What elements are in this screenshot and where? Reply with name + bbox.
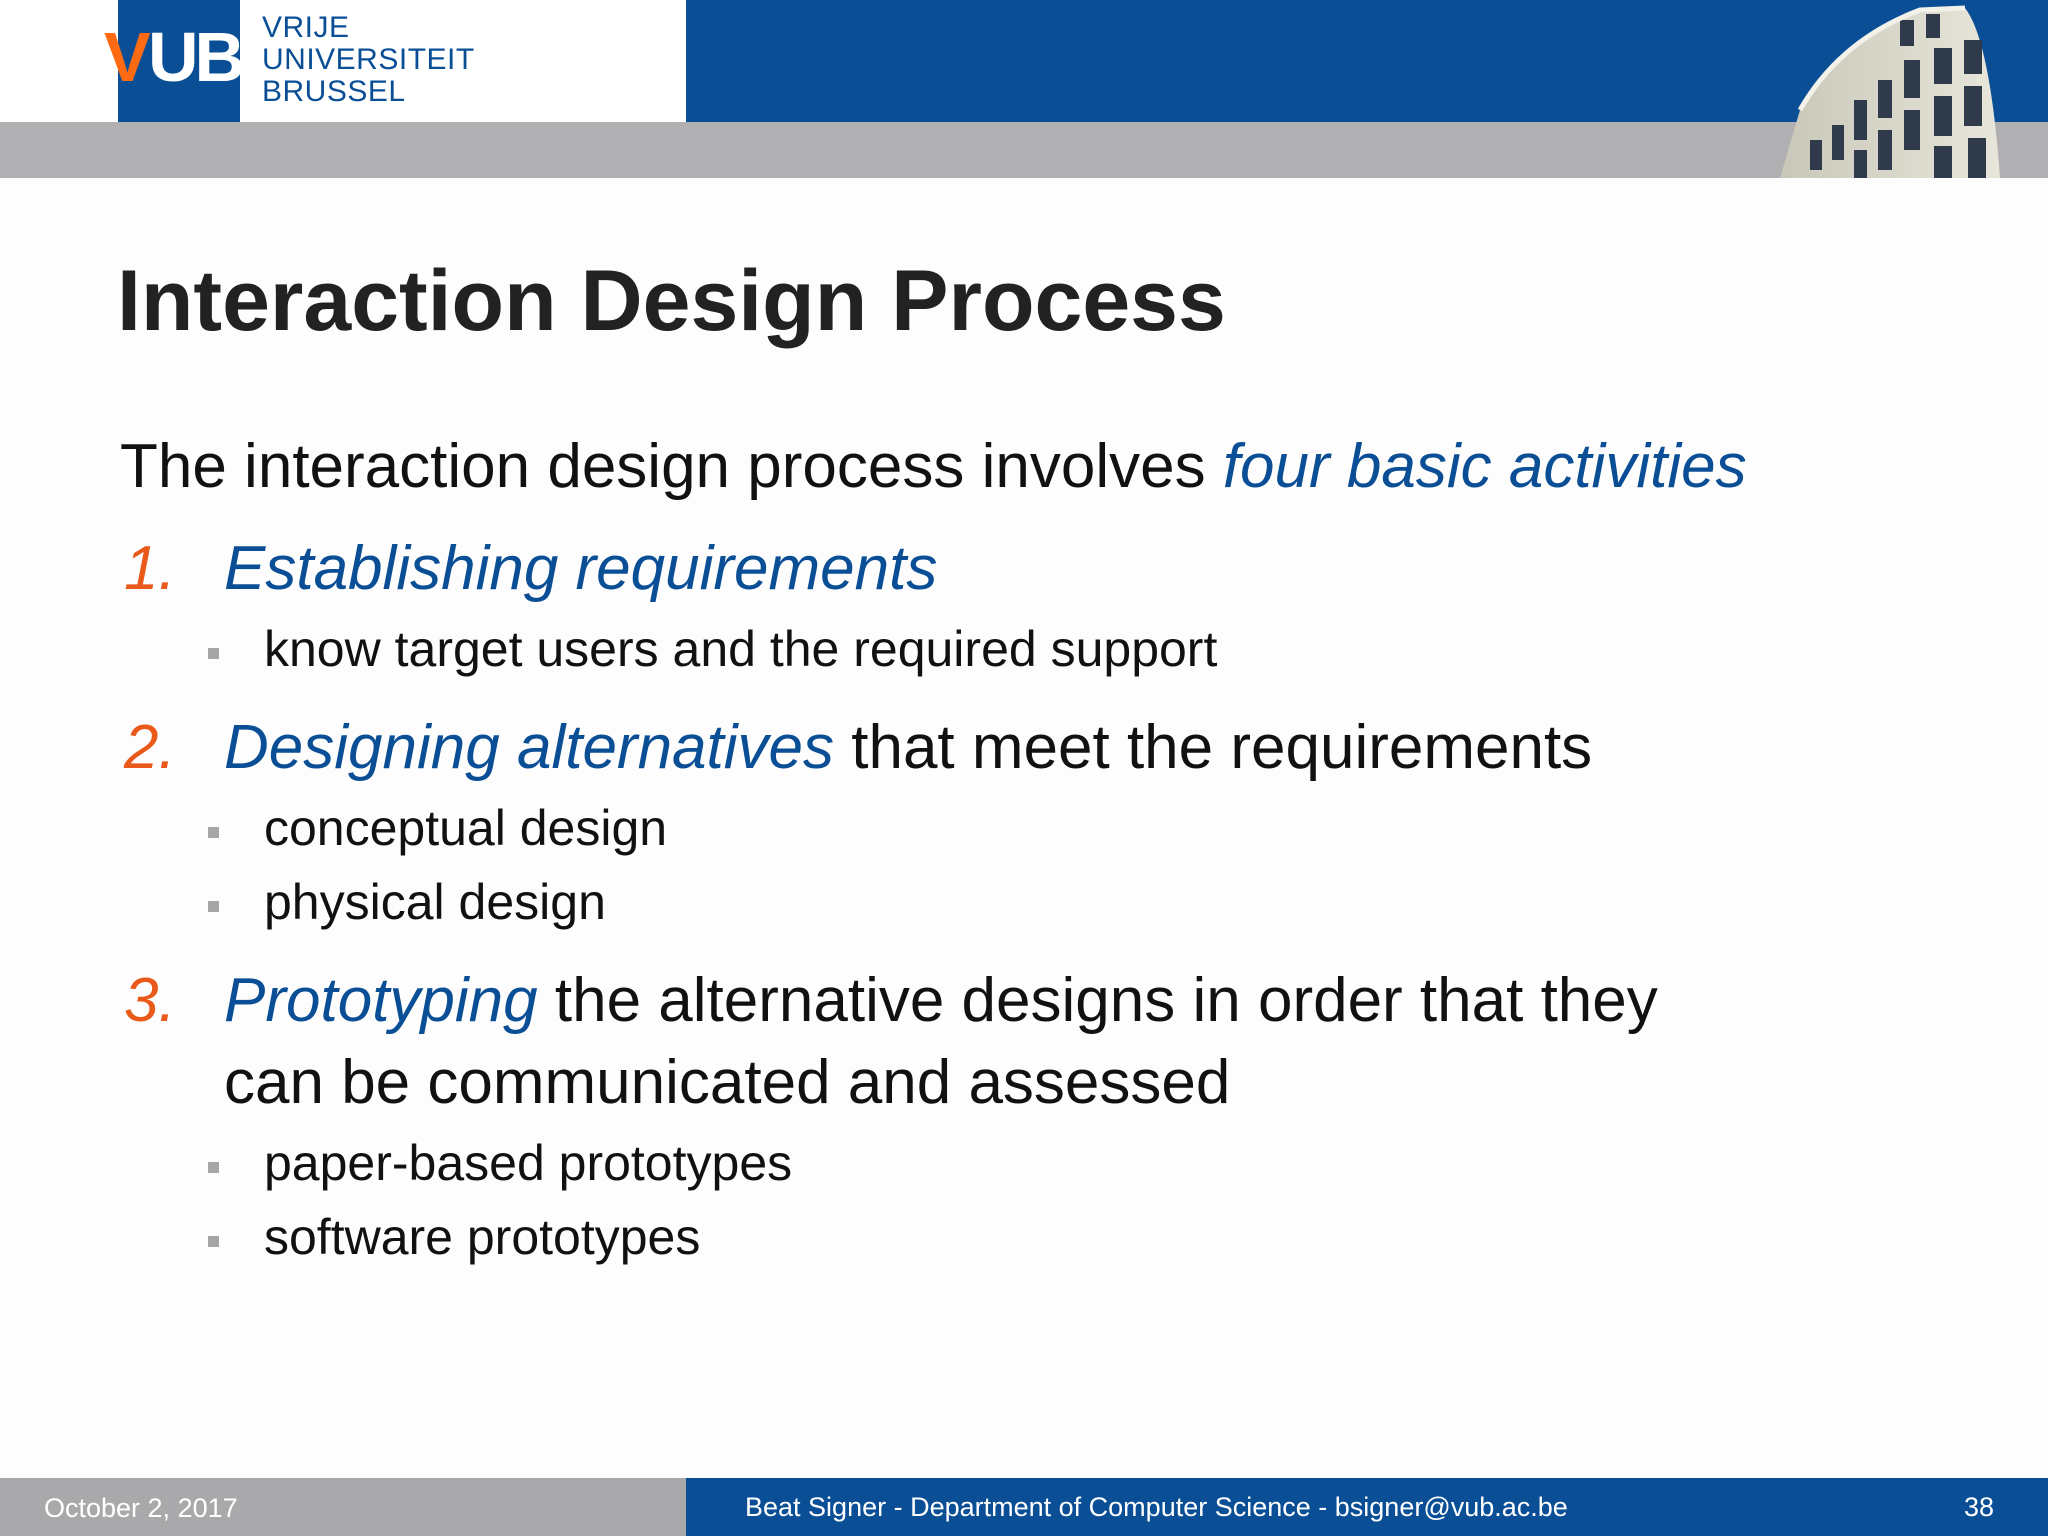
square-bullet-icon — [208, 827, 219, 838]
item-emphasis: Establishing requirements — [224, 534, 938, 603]
logo-mark-v: V — [104, 18, 147, 96]
item-rest: that meet the requirements — [834, 713, 1593, 782]
square-bullet-icon — [208, 648, 219, 659]
square-bullet-icon — [208, 901, 219, 912]
square-bullet-icon — [208, 1162, 219, 1173]
item-number: 1. — [124, 534, 176, 603]
building-photo-icon — [1740, 0, 2030, 178]
university-name-line: UNIVERSITEIT — [262, 43, 475, 76]
sub-item-text: physical design — [264, 874, 606, 930]
sub-item-text: know target users and the required support — [264, 621, 1218, 677]
item-emphasis: Prototyping — [224, 966, 538, 1035]
page-number: 38 — [1964, 1492, 1995, 1522]
item-text — [224, 966, 1658, 1035]
university-name-line: BRUSSEL — [262, 75, 406, 108]
square-bullet-icon — [208, 1236, 219, 1247]
university-name — [262, 12, 475, 108]
item-number: 2. — [124, 713, 176, 782]
university-name-line: VRIJE — [262, 11, 350, 44]
item-text — [224, 534, 938, 603]
item-emphasis: Designing alternatives — [224, 713, 835, 782]
intro-text — [120, 432, 1747, 501]
item-number: 3. — [124, 966, 176, 1035]
slide-title: Interaction Design Process — [117, 253, 1226, 349]
sub-item-text: software prototypes — [264, 1209, 701, 1265]
item-text-line2: can be communicated and assessed — [224, 1048, 1231, 1117]
logo-mark-ub: UB — [148, 18, 242, 96]
item-text — [224, 713, 1593, 782]
sub-item-text: paper-based prototypes — [264, 1135, 793, 1191]
item-rest: the alternative designs in order that they — [537, 966, 1658, 1035]
intro-plain: The interaction design process involves — [120, 432, 1223, 501]
footer-author: Beat Signer - Department of Computer Science - bsigner@vub.ac.be — [745, 1492, 1568, 1522]
footer-date: October 2, 2017 — [44, 1493, 238, 1523]
intro-emphasis: four basic activities — [1222, 432, 1747, 501]
sub-item-text: conceptual design — [264, 800, 668, 856]
